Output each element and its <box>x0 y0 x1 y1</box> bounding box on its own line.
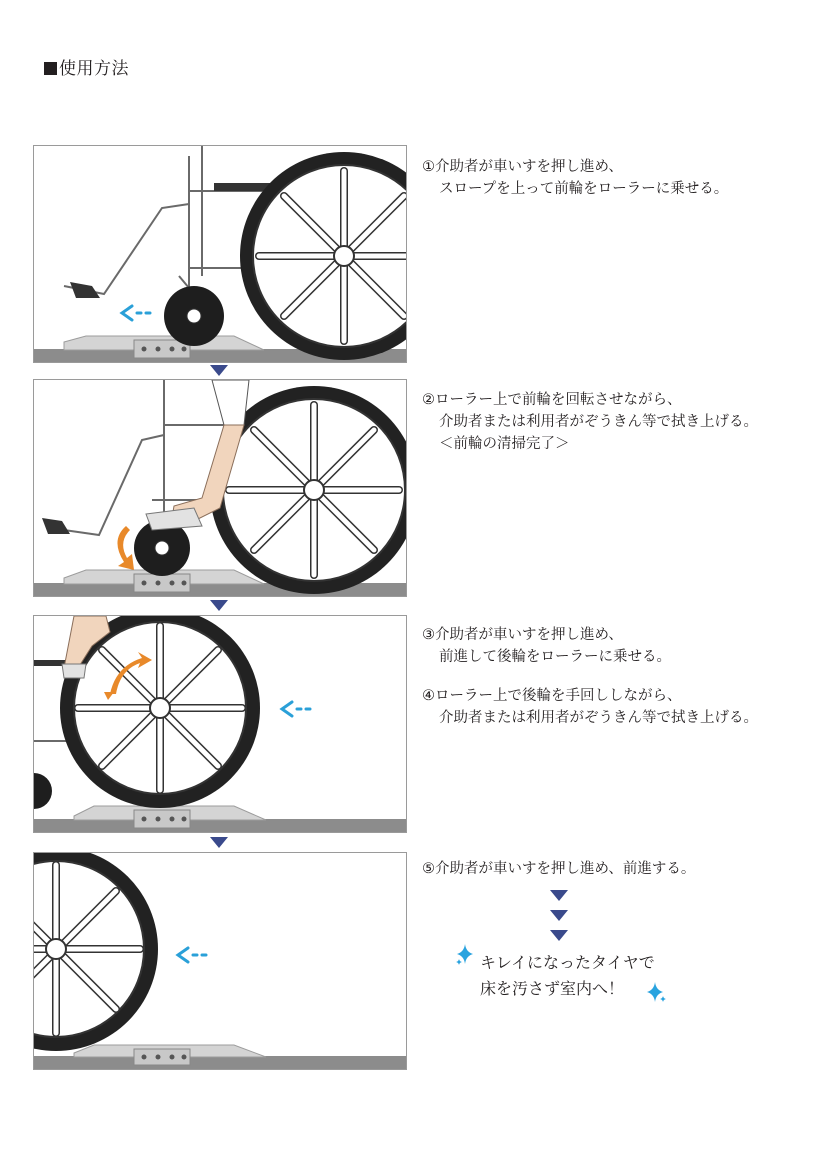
down-triangle-icon <box>550 890 568 901</box>
step-2-text <box>422 389 758 455</box>
step-3-line-2: 前進して後輪をローラーに乗せる。 <box>439 649 671 665</box>
step-2-line-1: ②ローラー上で前輪を回転させながら、 <box>422 392 682 408</box>
step-4-line-1: ④ローラー上で後輪を手回ししながら、 <box>422 688 682 704</box>
dashed-left-arrow-icon <box>178 948 206 962</box>
step-5-text <box>422 858 695 880</box>
step-4-text <box>422 685 758 729</box>
step-2-line-2: 介助者または利用者がぞうきん等で拭き上げる。 <box>439 414 758 430</box>
curved-rotation-arrow-icon <box>117 526 134 570</box>
step-1-line-1: ①介助者が車いすを押し進め、 <box>422 159 623 175</box>
square-bullet-icon <box>44 62 57 75</box>
step-4-line-2: 介助者または利用者がぞうきん等で拭き上げる。 <box>439 710 758 726</box>
down-triangle-icon <box>210 600 228 611</box>
step-1-line-2: スロープを上って前輪をローラーに乗せる。 <box>439 181 729 197</box>
down-triangle-icon <box>210 837 228 848</box>
illustration-step-2 <box>33 379 407 597</box>
sparkle-icon <box>455 943 477 967</box>
step-3-line-1: ③介助者が車いすを押し進め、 <box>422 627 623 643</box>
finale-text <box>480 950 655 1002</box>
heading-text: 使用方法 <box>59 59 129 79</box>
illustration-step-1 <box>33 145 407 363</box>
down-triangle-icon <box>550 930 568 941</box>
down-triangle-icon <box>550 910 568 921</box>
finale-line-2: 床を汚さず室内へ！ <box>480 979 625 998</box>
down-triangle-icon <box>210 365 228 376</box>
dashed-left-arrow-icon <box>282 702 310 716</box>
dashed-left-arrow-icon <box>122 306 150 320</box>
step-2-line-3: ＜前輪の清掃完了＞ <box>439 436 570 452</box>
illustration-step-3 <box>33 615 407 833</box>
page-heading <box>44 54 129 79</box>
step-3-text <box>422 624 671 668</box>
step-1-text <box>422 156 728 200</box>
illustration-step-5 <box>33 852 407 1070</box>
finale-line-1: キレイになったタイヤで <box>480 953 655 972</box>
step-5-line-1: ⑤介助者が車いすを押し進め、前進する。 <box>422 861 696 877</box>
footrest <box>70 282 100 298</box>
rear-wheel <box>34 853 158 1051</box>
